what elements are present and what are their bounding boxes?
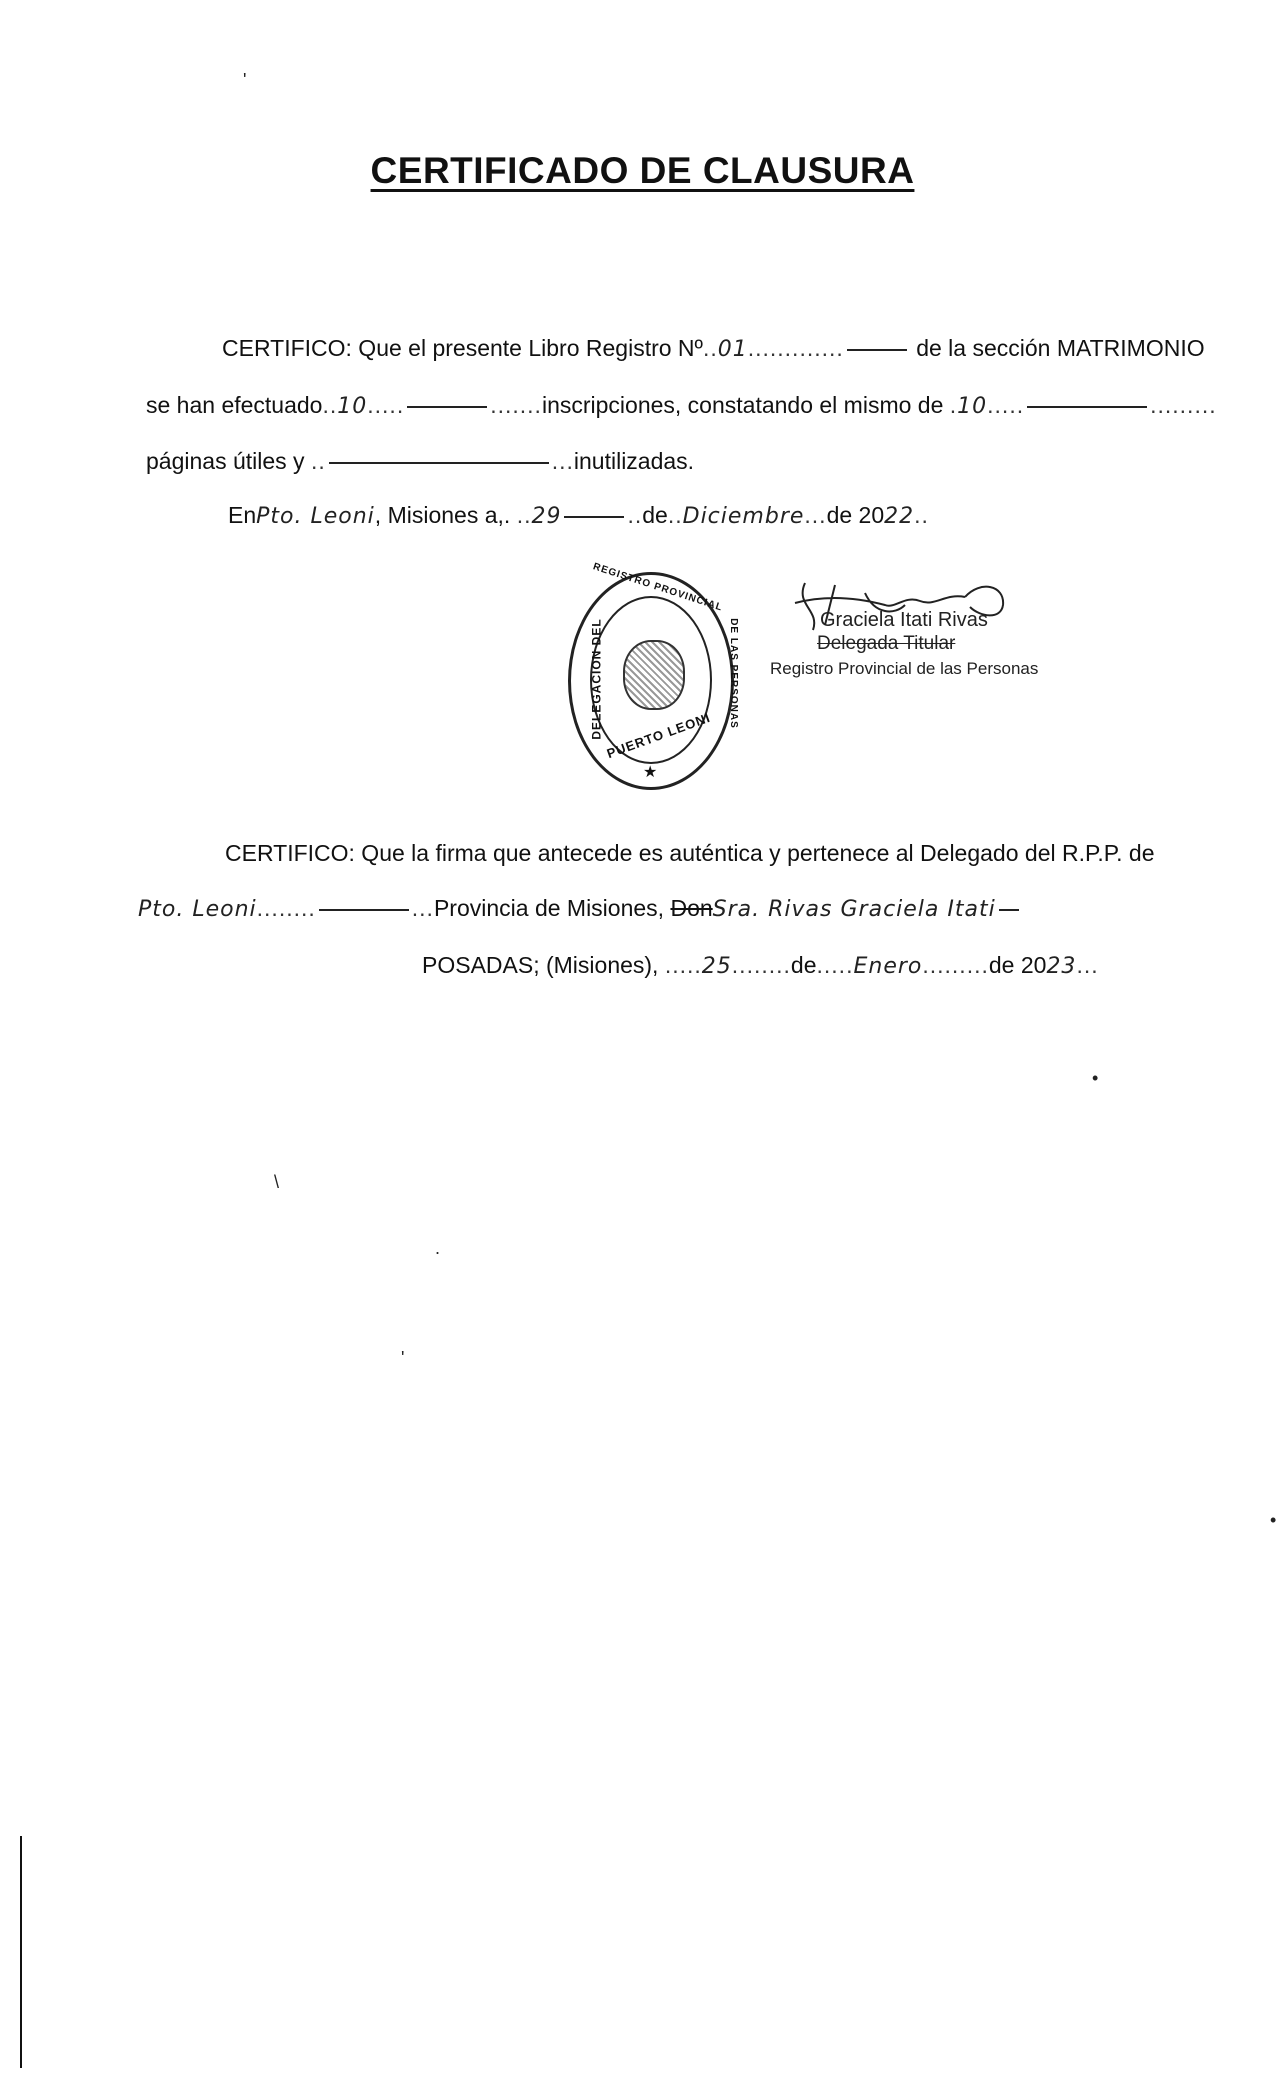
official-seal (568, 561, 739, 790)
scan-speck: . (435, 1238, 441, 1258)
signer-name: Graciela Itati Rivas (820, 609, 988, 631)
cert2-line-3: POSADAS; (Misiones), .....25........de.....Enero.........de 2023... (422, 952, 1099, 979)
scan-edge-line (20, 1836, 22, 2068)
mes2-handwritten: Enero (853, 954, 923, 979)
cert1-line-1: CERTIFICO: Que el presente Libro Registro Nº..01............. de la sección MATRIMONIO (222, 335, 1205, 362)
cert2-line-2: Pto. Leoni........ ...Provincia de Misiones, DonSra. Rivas Graciela Itati (138, 893, 1022, 925)
don-struck: Don (670, 895, 713, 921)
cert1-line-2: se han efectuado..10..... .......inscripciones, constatando el mismo de .10..... ......... (146, 392, 1217, 419)
inscripciones-count: 10 (337, 394, 368, 419)
star-icon: ★ (643, 764, 658, 781)
anio-handwritten: 22 (884, 504, 915, 529)
scan-speck: ' (243, 70, 247, 90)
scan-speck: • (1092, 1068, 1099, 1088)
cert1-line-4: EnPto. Leoni, Misiones a,. ..29 ..de..Diciembre...de 2022.. (228, 502, 929, 529)
lugar2-handwritten: Pto. Leoni (138, 897, 257, 922)
seal-right-text: DE LAS PERSONAS (727, 618, 739, 729)
document-title: CERTIFICADO DE CLAUSURA (370, 150, 915, 191)
dia2-handwritten: 25 (701, 954, 732, 979)
signer-role: Delegada Titular (817, 633, 956, 654)
cert2-line-1: CERTIFICO: Que la firma que antecede es auténtica y pertenece al Delegado del R.P.P. de (225, 840, 1155, 866)
scan-speck: \ (274, 1172, 280, 1192)
scan-speck: • (1270, 1510, 1277, 1530)
mes-handwritten: Diciembre (682, 504, 805, 529)
anio2-handwritten: 23 (1046, 954, 1077, 979)
coat-of-arms-icon (623, 640, 685, 710)
dia-handwritten: 29 (531, 504, 562, 529)
paginas-count: 10 (957, 394, 988, 419)
signature-block (765, 575, 1065, 695)
scan-speck: ' (401, 1348, 405, 1368)
firmante-handwritten: Sra. Rivas Graciela Itati (712, 897, 996, 922)
signer-office: Registro Provincial de las Personas (770, 659, 1039, 678)
seal-top-text: REGISTRO PROVINCIAL (591, 561, 725, 614)
seal-left-text: DELEGACION DEL (589, 618, 604, 740)
libro-numero: 01 (717, 337, 748, 362)
lugar-handwritten: Pto. Leoni (256, 504, 375, 529)
seal-bottom-text: PUERTO LEONI (604, 709, 713, 762)
cert1-line-3: páginas útiles y .. ...inutilizadas. (146, 448, 695, 474)
